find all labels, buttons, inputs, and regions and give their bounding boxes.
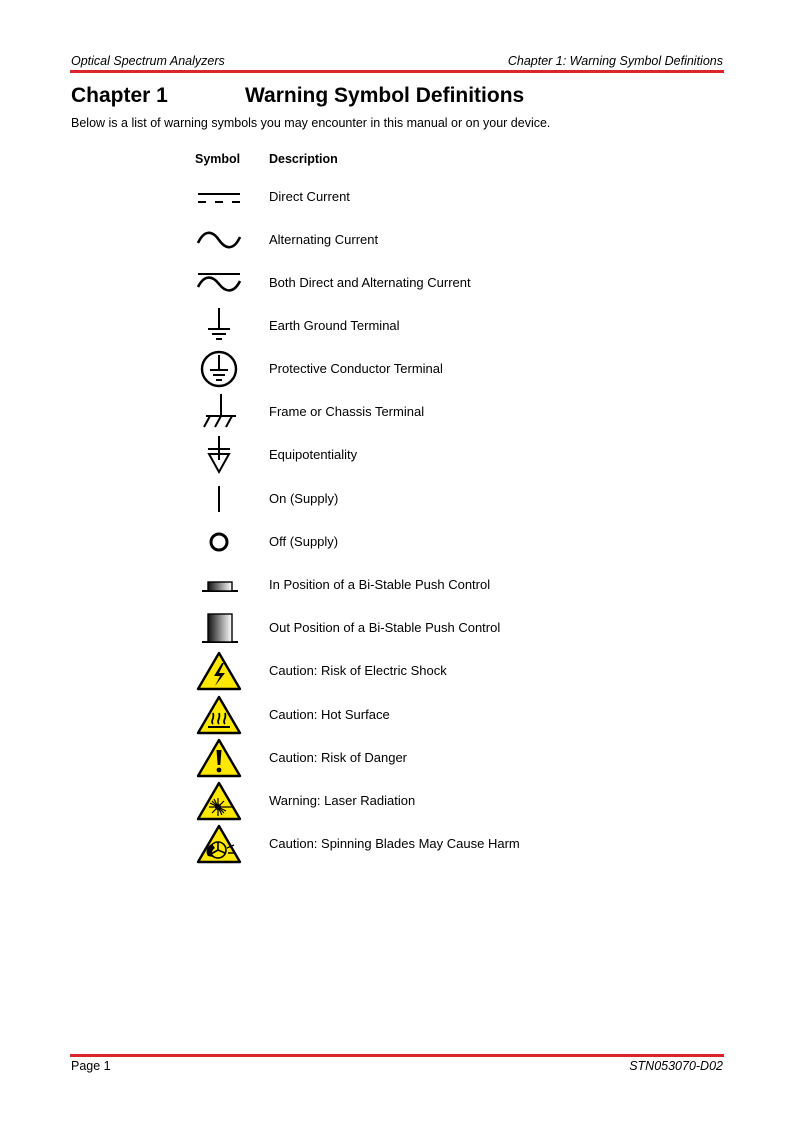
symbol-row	[190, 738, 610, 778]
page-footer	[71, 1059, 723, 1074]
electric-shock-icon	[194, 651, 244, 691]
earth-ground-icon	[194, 306, 244, 346]
symbol-row	[190, 781, 610, 821]
equipotentiality-icon	[194, 435, 244, 475]
protective-conductor-icon	[194, 349, 244, 389]
symbol-description: On (Supply)	[269, 491, 339, 506]
dc-ac-icon	[194, 263, 244, 303]
header-rule	[70, 70, 724, 73]
symbol-row	[190, 435, 610, 475]
symbol-description: Caution: Spinning Blades May Cause Harm	[269, 836, 520, 851]
symbol-description: Frame or Chassis Terminal	[269, 404, 425, 419]
symbol-row	[190, 263, 610, 303]
page-number: Page 1	[71, 1059, 111, 1073]
header-product: Optical Spectrum Analyzers	[71, 54, 225, 68]
symbol-description: Earth Ground Terminal	[269, 318, 400, 333]
symbol-description: Alternating Current	[269, 232, 379, 247]
footer-rule	[70, 1054, 724, 1057]
chapter-heading	[71, 83, 524, 108]
hot-surface-icon	[194, 695, 244, 735]
chapter-title: Warning Symbol Definitions	[245, 84, 525, 107]
document-number: STN053070-D02	[629, 1059, 723, 1073]
symbol-row	[190, 522, 610, 562]
spinning-blades-icon	[194, 824, 244, 864]
symbol-description: Protective Conductor Terminal	[269, 361, 443, 376]
symbol-row	[190, 177, 610, 217]
danger-icon	[194, 738, 244, 778]
symbol-row	[190, 651, 610, 691]
header-chapter: Chapter 1: Warning Symbol Definitions	[507, 54, 723, 68]
direct-current-icon	[194, 177, 244, 217]
power-on-icon	[194, 479, 244, 519]
symbol-row	[190, 349, 610, 389]
symbol-row	[190, 220, 610, 260]
chassis-terminal-icon	[194, 392, 244, 432]
symbol-row	[190, 392, 610, 432]
symbol-row	[190, 565, 610, 605]
symbol-description: Warning: Laser Radiation	[269, 793, 416, 808]
symbol-description: Off (Supply)	[269, 534, 339, 549]
column-header-symbol: Symbol	[195, 152, 241, 166]
running-header	[71, 54, 723, 69]
symbol-description: Equipotentiality	[269, 447, 358, 462]
symbol-row	[190, 824, 610, 864]
symbol-description: Both Direct and Alternating Current	[269, 275, 471, 290]
symbol-description: Direct Current	[269, 189, 350, 204]
symbol-description: Caution: Hot Surface	[269, 707, 390, 722]
column-header-description: Description	[269, 152, 338, 166]
power-off-icon	[194, 522, 244, 562]
symbol-row	[190, 306, 610, 346]
symbol-description: Out Position of a Bi-Stable Push Control	[269, 620, 501, 635]
symbol-description: Caution: Risk of Electric Shock	[269, 663, 447, 678]
symbol-row	[190, 608, 610, 648]
symbol-row	[190, 695, 610, 735]
symbol-row	[190, 479, 610, 519]
symbol-description: In Position of a Bi-Stable Push Control	[269, 577, 491, 592]
laser-radiation-icon	[194, 781, 244, 821]
chapter-number: Chapter 1	[71, 84, 168, 107]
alternating-current-icon	[194, 220, 244, 260]
push-out-icon	[194, 608, 244, 648]
push-in-icon	[194, 565, 244, 605]
symbol-description: Caution: Risk of Danger	[269, 750, 408, 765]
intro-text: Below is a list of warning symbols you may encounter in this manual or on your device.	[71, 116, 551, 130]
